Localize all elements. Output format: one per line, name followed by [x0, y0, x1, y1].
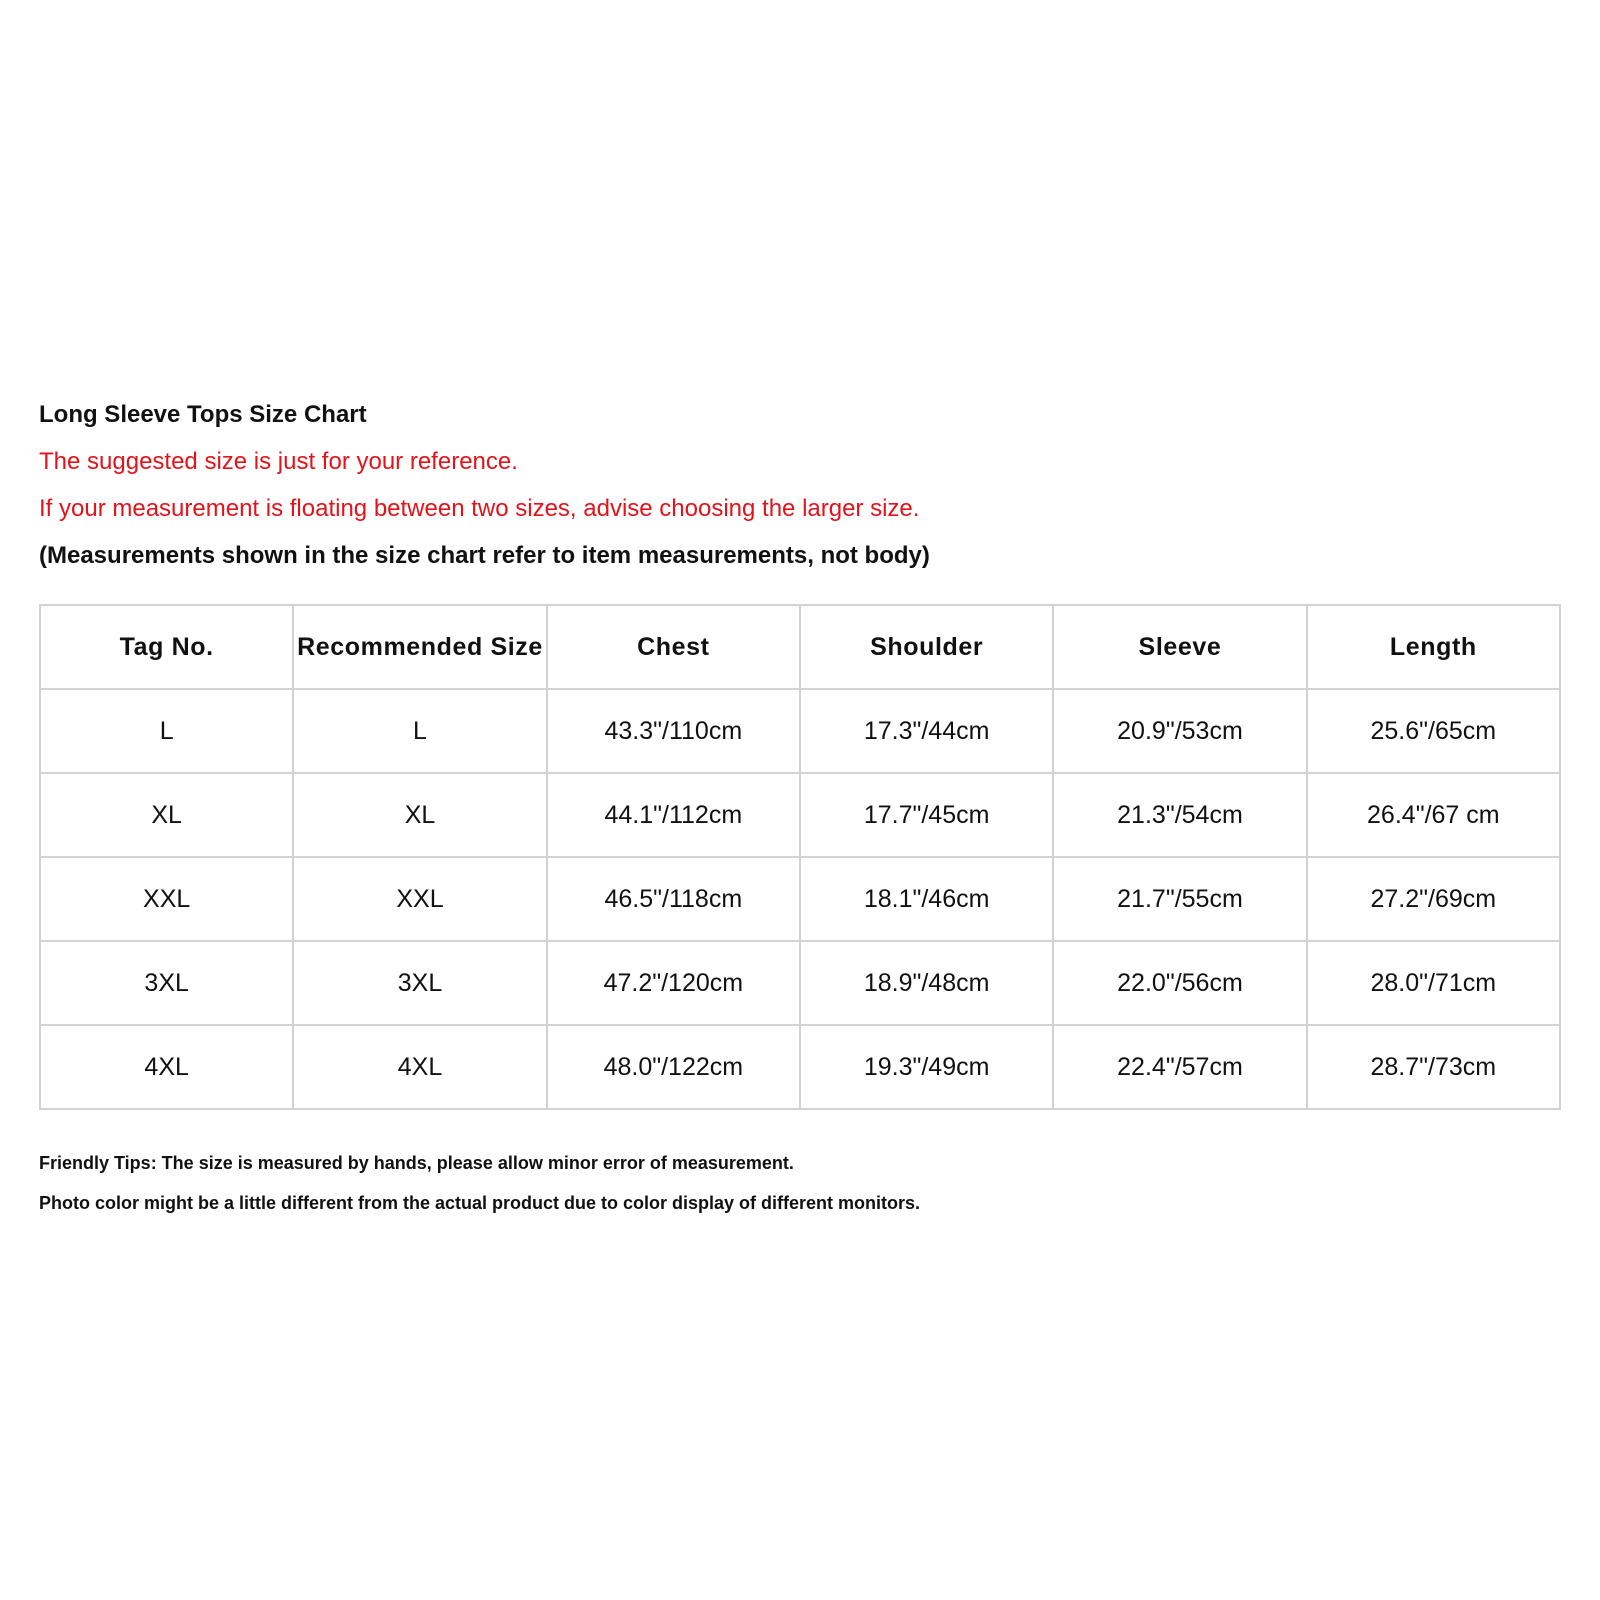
cell-tag-no: XL: [40, 773, 293, 857]
cell-length: 25.6"/65cm: [1307, 689, 1560, 773]
column-header-length: Length: [1307, 605, 1560, 689]
cell-tag-no: 4XL: [40, 1025, 293, 1109]
cell-chest: 47.2"/120cm: [547, 941, 800, 1025]
cell-shoulder: 18.1"/46cm: [800, 857, 1053, 941]
cell-recommended-size: L: [293, 689, 546, 773]
cell-sleeve: 21.7"/55cm: [1053, 857, 1306, 941]
cell-length: 28.7"/73cm: [1307, 1025, 1560, 1109]
size-table: [39, 604, 1561, 1110]
cell-sleeve: 21.3"/54cm: [1053, 773, 1306, 857]
cell-chest: 46.5"/118cm: [547, 857, 800, 941]
cell-tag-no: 3XL: [40, 941, 293, 1025]
cell-shoulder: 17.7"/45cm: [800, 773, 1053, 857]
cell-length: 26.4"/67 cm: [1307, 773, 1560, 857]
cell-tag-no: XXL: [40, 857, 293, 941]
cell-tag-no: L: [40, 689, 293, 773]
cell-recommended-size: XXL: [293, 857, 546, 941]
table-row: [40, 857, 1560, 941]
column-header-shoulder: Shoulder: [800, 605, 1053, 689]
measurement-disclaimer: (Measurements shown in the size chart refer to item measurements, not body): [39, 542, 930, 569]
cell-shoulder: 18.9"/48cm: [800, 941, 1053, 1025]
tip-measurement-error: Friendly Tips: The size is measured by hands, please allow minor error of measurement.: [39, 1153, 794, 1173]
column-header-sleeve: Sleeve: [1053, 605, 1306, 689]
table-row: [40, 941, 1560, 1025]
table-row: [40, 773, 1560, 857]
size-chart: [39, 398, 1561, 1213]
cell-sleeve: 20.9"/53cm: [1053, 689, 1306, 773]
table-row: [40, 689, 1560, 773]
cell-sleeve: 22.4"/57cm: [1053, 1025, 1306, 1109]
cell-shoulder: 19.3"/49cm: [800, 1025, 1053, 1109]
chart-title: Long Sleeve Tops Size Chart: [39, 401, 367, 428]
cell-chest: 48.0"/122cm: [547, 1025, 800, 1109]
cell-recommended-size: 3XL: [293, 941, 546, 1025]
cell-length: 27.2"/69cm: [1307, 857, 1560, 941]
table-row: [40, 1025, 1560, 1109]
cell-length: 28.0"/71cm: [1307, 941, 1560, 1025]
cell-recommended-size: XL: [293, 773, 546, 857]
reference-note: The suggested size is just for your reference.: [39, 448, 518, 475]
column-header-chest: Chest: [547, 605, 800, 689]
column-header-recommended-size: Recommended Size: [293, 605, 546, 689]
table-header-row: [40, 605, 1560, 689]
cell-chest: 43.3"/110cm: [547, 689, 800, 773]
friendly-tips: [39, 1150, 1439, 1216]
tip-photo-color: Photo color might be a little different from the actual product due to color display of different monitors.: [39, 1193, 921, 1213]
cell-sleeve: 22.0"/56cm: [1053, 941, 1306, 1025]
size-advice-note: If your measurement is floating between two sizes, advise choosing the larger size.: [39, 495, 920, 522]
cell-chest: 44.1"/112cm: [547, 773, 800, 857]
column-header-tag-no: Tag No.: [40, 605, 293, 689]
cell-recommended-size: 4XL: [293, 1025, 546, 1109]
cell-shoulder: 17.3"/44cm: [800, 689, 1053, 773]
